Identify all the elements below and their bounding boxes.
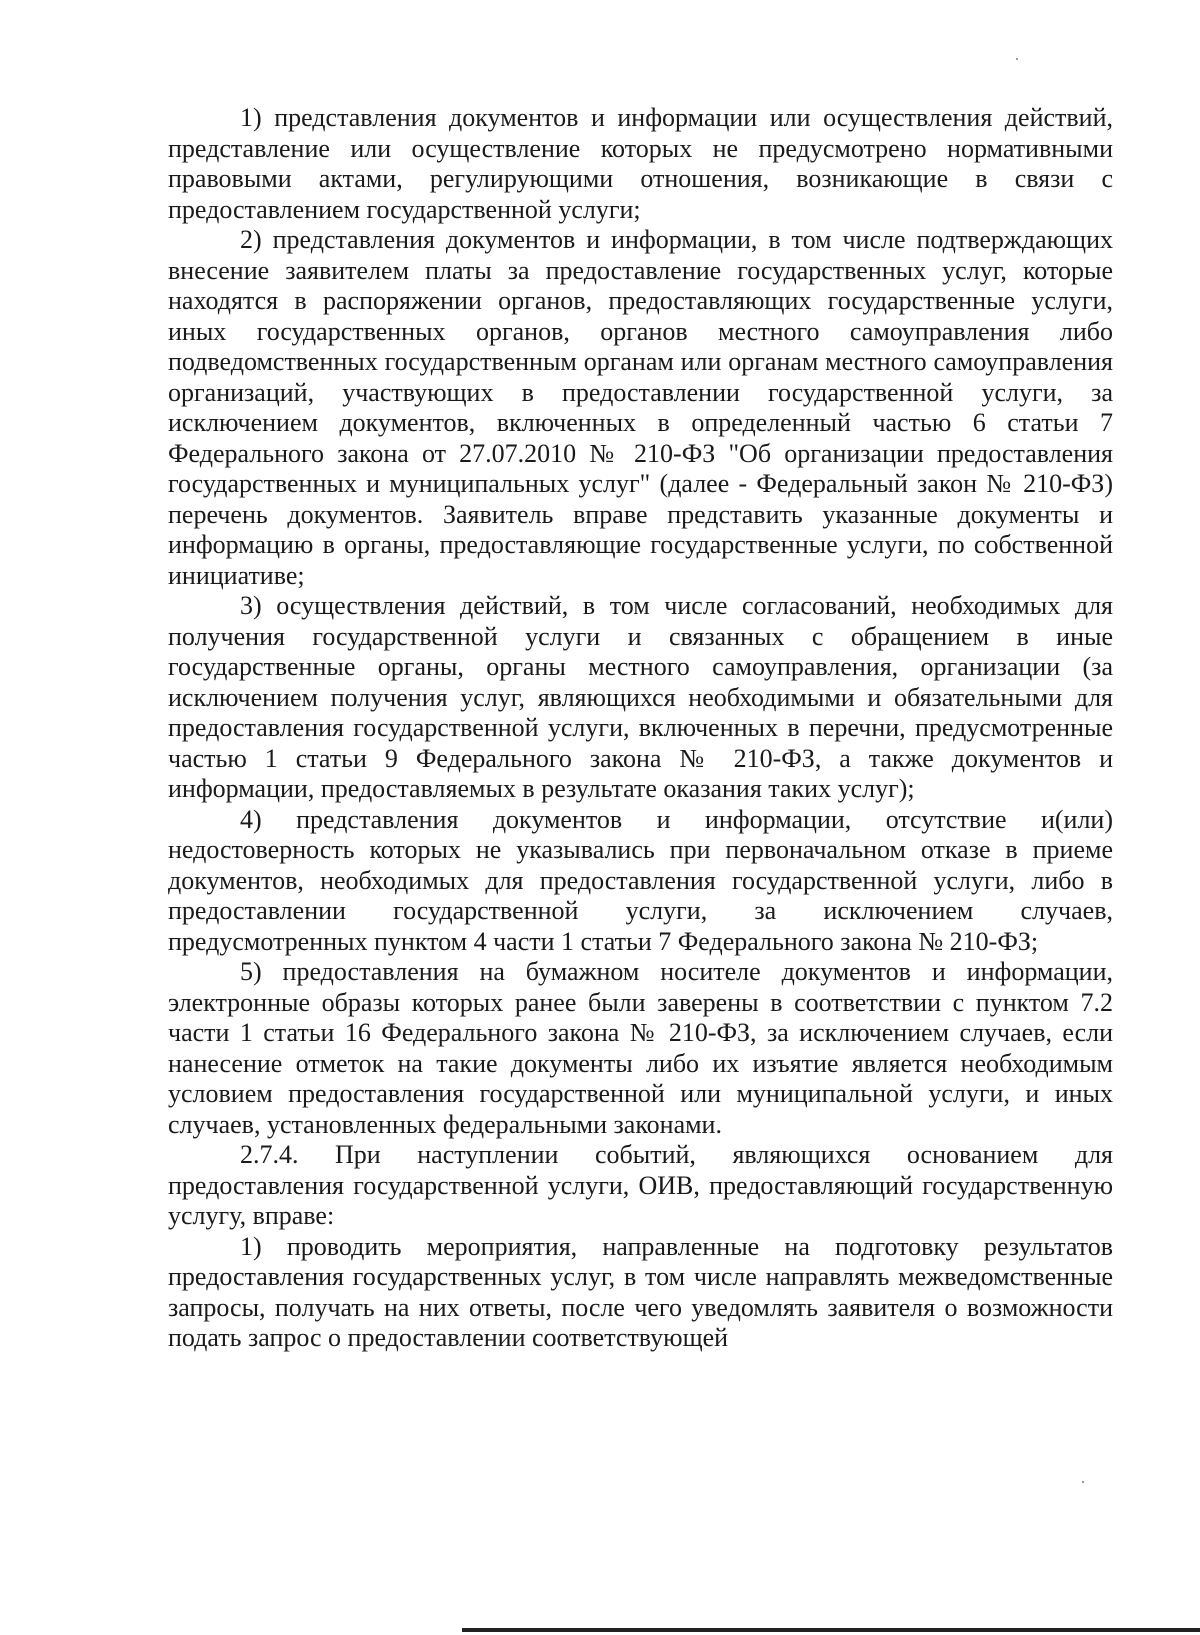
paragraph-item-1: 1) представления документов и информации или осуществления действий, представление или осуществление которых не предусмотрено нормативными правовыми актами, регулирующими отношения, возникающие в связи с предоставлением государственной услуги; xyxy=(168,103,1113,224)
scan-bottom-edge-line xyxy=(462,1628,1200,1632)
paragraph-item-4: 4) представления документов и информации, отсутствие и(или) недостоверность которых не указывались при первоначальном отказе в приеме документов, необходимых для предоставления государственной услуги, либо в предоставлении государственной услуги, за исключением случаев, предусмотренных пунктом 4 части 1 статьи 7 Федерального закона № 210-ФЗ; xyxy=(168,804,1113,956)
paragraph-section-2-7-4: 2.7.4. При наступлении событий, являющихся основанием для предоставления государственной услуги, ОИВ, предоставляющий государственную услугу, вправе: xyxy=(168,1140,1113,1230)
paragraph-subitem-1: 1) проводить мероприятия, направленные на подготовку результатов предоставления государственных услуг, в том числе направлять межведомственные запросы, получать на них ответы, после чего уведомлять заявителя о возможности подать запрос о предоставлении соответствующей xyxy=(168,1231,1113,1352)
document-body xyxy=(168,103,1113,1354)
scan-speck xyxy=(1016,58,1018,60)
paragraph-item-2: 2) представления документов и информации, в том числе подтверждающих внесение заявителем платы за предоставление государственных услуг, которые находятся в распоряжении органов, предоставляющих государственные услуги, иных государственных органов, органов местного самоуправления либо подведомственных государственным органам или органам местного самоуправления организаций, участвующих в предоставлении государственной услуги, за исключением документов, включенных в определенный частью 6 статьи 7 Федерального закона от 27.07.2010 № 210-ФЗ "Об организации предоставления государственных и муниципальных услуг" (далее - Федеральный закон № 210-ФЗ) перечень документов. Заявитель вправе представить указанные документы и информацию в органы, предоставляющие государственные услуги, по собственной инициативе; xyxy=(168,225,1113,590)
scan-speck xyxy=(1082,1481,1084,1483)
paragraph-item-3: 3) осуществления действий, в том числе согласований, необходимых для получения государственной услуги и связанных с обращением в иные государственные органы, органы местного самоуправления, организации (за исключением получения услуг, являющихся необходимыми и обязательными для предоставления государственной услуги, включенных в перечни, предусмотренные частью 1 статьи 9 Федерального закона № 210-ФЗ, а также документов и информации, предоставляемых в результате оказания таких услуг); xyxy=(168,591,1113,803)
paragraph-item-5: 5) предоставления на бумажном носителе документов и информации, электронные образы которых ранее были заверены в соответствии с пунктом 7.2 части 1 статьи 16 Федерального закона № 210-ФЗ, за исключением случаев, если нанесение отметок на такие документы либо их изъятие является необходимым условием предоставления государственной или муниципальной услуги, и иных случаев, установленных федеральными законами. xyxy=(168,957,1113,1139)
